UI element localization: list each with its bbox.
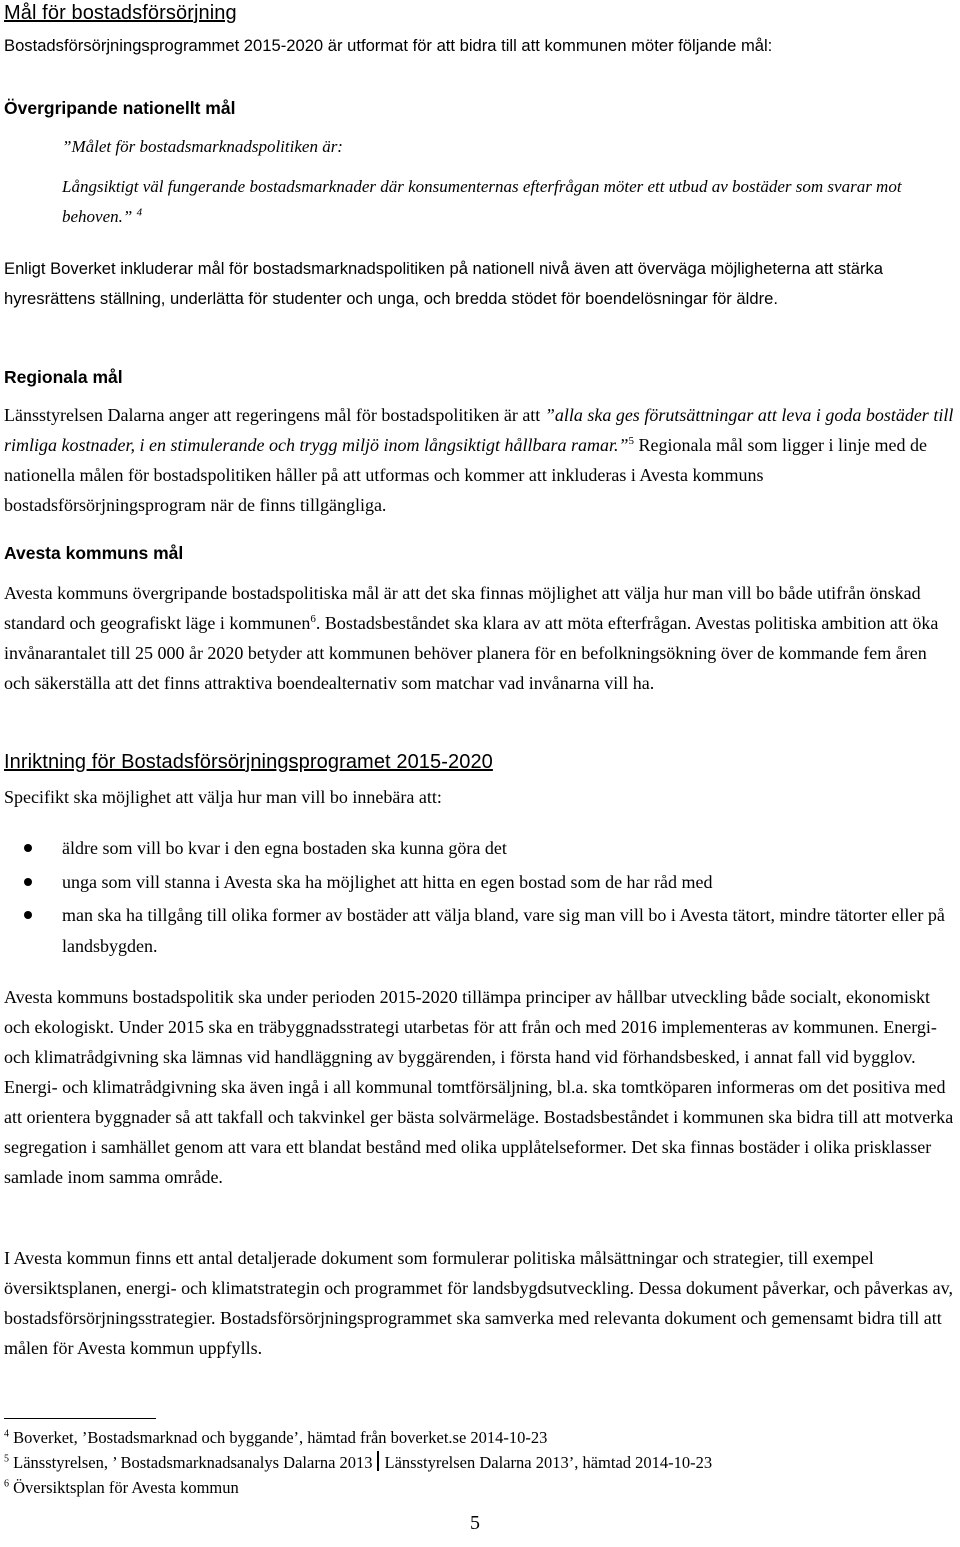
national-body: Enligt Boverket inkluderar mål för bostadsmarknadspolitiken på nationell nivå även att överväga möjligheterna att stärka hyresrättens ställning, underlätta för studenter och unga, och bredda stödet för boendelösningar för äldre. xyxy=(4,259,884,308)
bullet-icon xyxy=(24,878,32,886)
national-goal-heading: Övergripande nationellt mål xyxy=(4,98,236,118)
direction-intro: Specifikt ska möjlighet att välja hur man vill bo innebära att: xyxy=(4,787,442,807)
municipal-body-end: . Bostadsbeståndet ska klara av att möta efterfrågan. Avestas politiska ambition att öka invånarantalet till 25 000 år 2020 betyder att kommunen behöver planera för en befolkningsökning över de kommande fem åren och säkerställa att det finns attraktiva boendealternativ som matchar vad invånarna vill ha. xyxy=(4,613,939,693)
list-item: äldre som vill bo kvar i den egna bostaden ska kunna göra det xyxy=(0,833,952,864)
regional-quote: ”alla ska ges förutsättningar att leva i goda bostäder till rimliga kostnader, i en stimulerande och trygg miljö inom långsiktigt hållbara ramar.” xyxy=(4,405,954,455)
regional-body-end: Regionala mål som ligger i linje med de nationella målen för bostadspolitiken håller på att utformas och kommer att inkluderas i Avesta kommuns bostadsförsörjningsprogram när de finns tillgängliga. xyxy=(4,435,927,515)
separator-bar xyxy=(377,1451,379,1471)
footnote-divider xyxy=(4,1418,156,1419)
regional-body xyxy=(4,400,956,520)
intro-paragraph: Bostadsförsörjningsprogrammet 2015-2020 är utformat för att bidra till att kommunen möter följande mål: xyxy=(4,36,773,55)
direction-paragraph-2: I Avesta kommun finns ett antal detaljerade dokument som formulerar politiska målsättningar och strategier, till exempel översiktsplanen, energi- och klimatstrategin och programmet för landsbygdsutveckling. Dessa dokument påverkar, och påverkas av, bostadsförsörjningsstrategier. Bostadsförsörjningsprogrammet ska samverka med relevanta dokument och gemensamt bidra till att målen för Avesta kommun uppfylls. xyxy=(4,1248,953,1358)
national-quote-line1: ”Målet för bostadsmarknadspolitiken är: xyxy=(62,137,343,156)
list-item: man ska ha tillgång till olika former av bostäder att välja bland, vare sig man vill bo i Avesta tätort, mindre tätorter eller på landsbygden. xyxy=(0,900,952,961)
page-number: 5 xyxy=(470,1512,480,1534)
municipal-goal-heading: Avesta kommuns mål xyxy=(4,543,184,563)
list-item: unga som vill stanna i Avesta ska ha möjlighet att hitta en egen bostad som de har råd med xyxy=(0,867,952,898)
footnote-item: $^4$ Boverket, ’Bostadsmarknad och byggande’, hämtad från boverket.se 2014-10-23 xyxy=(4,1428,548,1447)
municipal-body-start: Avesta kommuns övergripande bostadspolitiska mål är att det ska finnas möjlighet att välja hur man vill bo både utifrån önskad standard och geografiskt läge i kommunen xyxy=(4,583,921,633)
footnotes xyxy=(4,1425,956,1500)
footnote-item: $^5$ Länsstyrelsen, ’ Bostadsmarknadsanalys Dalarna 2013 Länsstyrelsen Dalarna 2013’, hämtad 2014-10-23 xyxy=(4,1453,713,1472)
page-title: Mål för bostadsförsörjning xyxy=(4,2,237,24)
direction-paragraph-1: Avesta kommuns bostadspolitik ska under perioden 2015-2020 tillämpa principer av hållbar utveckling både socialt, ekonomiskt och ekologiskt. Under 2015 ska en träbyggnadsstrategi utarbetas för att från och med 2016 implementeras av kommunen. Energi- och klimatrådgivning ska lämnas vid handläggning av byggärenden, i första hand vid förhandsbesked, i annat fall vid bygglov. Energi- och klimatrådgivning ska även ingå i all kommunal tomtförsäljning, bl.a. ska tomtköparen informeras om det positiva med att orientera byggnader så att takfall och takvinkel ger bästa solvärmeläge. Bostadsbeståndet i kommunen ska bidra till att motverka segregation i samhället genom att vara ett blandat bestånd med olika upplåtelseformer. Det ska finnas bostäder i olika prisklasser samlade inom samma område. xyxy=(4,987,954,1187)
footnote-ref: 4 xyxy=(136,205,143,218)
regional-goal-heading: Regionala mål xyxy=(4,367,123,387)
municipal-body xyxy=(4,578,956,698)
national-quote xyxy=(62,172,942,231)
regional-body-start: Länsstyrelsen Dalarna anger att regeringens mål för bostadspolitiken är att xyxy=(4,405,545,425)
footnote-item: $^6$ Översiktsplan för Avesta kommun xyxy=(4,1478,239,1497)
national-quote-text: Långsiktigt väl fungerande bostadsmarknader där konsumenternas efterfrågan möter ett utbud av bostäder som svarar mot behoven.” xyxy=(62,177,902,226)
bullet-icon xyxy=(24,911,32,919)
bullet-icon xyxy=(24,844,32,852)
direction-heading: Inriktning för Bostadsförsörjningsprogramet 2015-2020 xyxy=(4,751,493,773)
direction-bullet-list xyxy=(0,833,960,964)
footnote-ref: 5 xyxy=(628,435,634,447)
footnote-ref: 6 xyxy=(310,613,316,625)
